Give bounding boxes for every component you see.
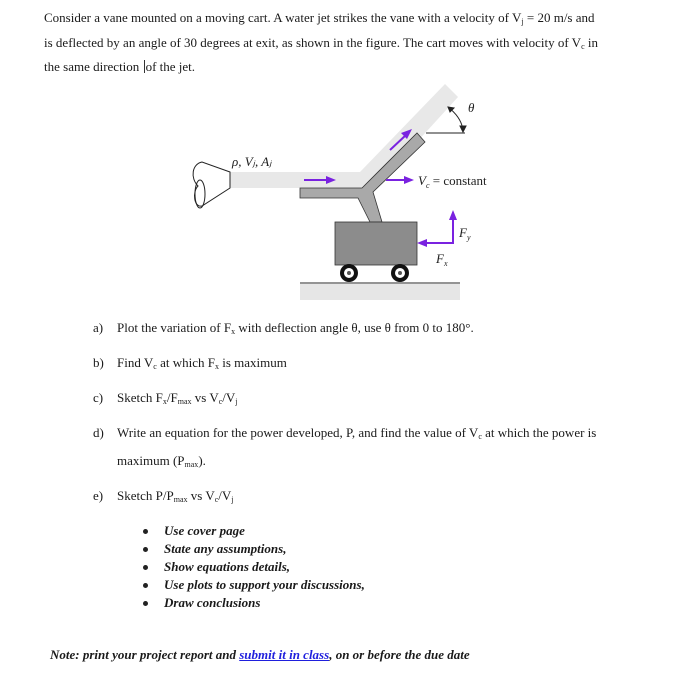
question-list — [93, 318, 653, 521]
question-e: e) Sketch $P/P_{max}$ vs $V_c/V_j$ — [93, 488, 234, 504]
fx-label: $F_x$ — [436, 251, 448, 268]
question-c: c) Sketch $F_x/F_{max}$ vs $V_c/V_j$ — [93, 390, 238, 406]
fy-label: $F_y$ — [459, 225, 471, 242]
bullet-icon — [143, 529, 148, 534]
intro-line-3: the same direction of the jet. — [44, 59, 196, 74]
requirements-list — [140, 522, 365, 612]
bullet-icon — [143, 583, 148, 588]
problem-statement — [44, 6, 644, 80]
ground — [300, 283, 460, 300]
list-item: State any assumptions, — [140, 540, 365, 558]
bullet-icon — [143, 565, 148, 570]
submit-in-class-link[interactable]: submit it in class — [239, 647, 330, 662]
jet-label: ρ, Vⱼ, Aⱼ — [232, 154, 272, 169]
bullet-icon — [143, 547, 148, 552]
cart-body — [335, 222, 417, 265]
force-arrows-icon — [417, 210, 457, 247]
list-item: Use plots to support your discussions, — [140, 576, 365, 594]
velocity-label: $V_c$ = constant — [418, 173, 487, 190]
question-d: d) Write an equation for the power developed, P, and find the value of $V_c$ at which the power is maximum $(P_{max})$. — [93, 425, 597, 469]
text-cursor — [144, 60, 145, 73]
question-b: b) Find $V_c$ at which $F_x$ is maximum — [93, 355, 287, 371]
submission-note: Note: print your project report and submit it in class, on or before the due date — [50, 647, 470, 662]
vane-cart-figure — [180, 80, 520, 300]
angle-label: θ — [468, 100, 475, 115]
bullet-icon — [143, 601, 148, 606]
list-item: Show equations details, — [140, 558, 365, 576]
list-item: Draw conclusions — [140, 594, 365, 612]
wheel-icon — [340, 264, 358, 282]
wheel-icon — [391, 264, 409, 282]
intro-line-1: Consider a vane mounted on a moving cart. A water jet strikes the vane with a velocity of $V_j = 20$ m/s and — [44, 10, 595, 26]
velocity-arrow-icon — [386, 176, 414, 184]
nozzle-icon — [193, 162, 230, 208]
intro-line-2: is deflected by an angle of 30 degrees at exit, as shown in the figure. The cart moves with velocity of $V_c$ in — [44, 34, 598, 51]
list-item: Use cover page — [140, 522, 365, 540]
question-a: a) Plot the variation of $F_x$ with deflection angle θ, use θ from 0 to 180°. — [93, 320, 474, 336]
